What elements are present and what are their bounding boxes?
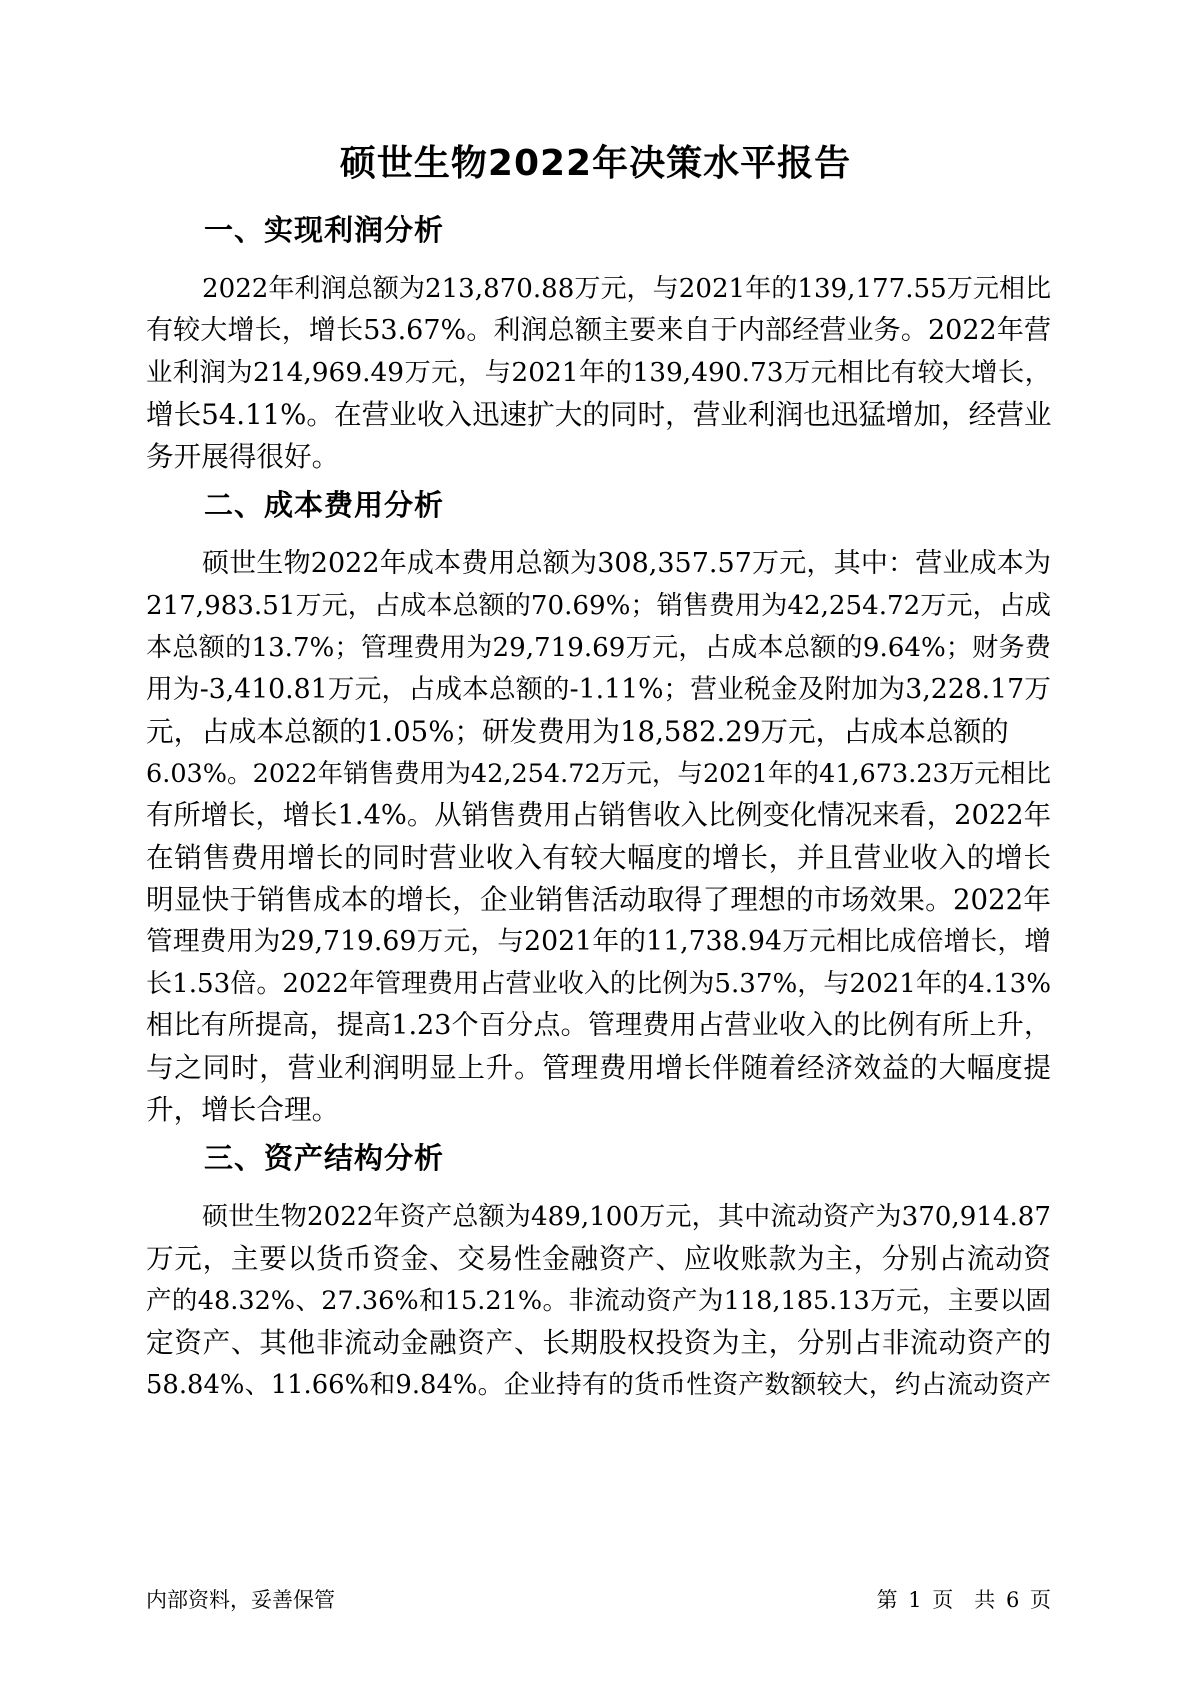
paragraph-line: 与之同时，营业利润明显上升。管理费用增长伴随着经济效益的大幅度提	[146, 1051, 1051, 1084]
paragraph-line: 管理费用为29,719.69万元，与2021年的11,738.94万元相比成倍增长，增	[146, 926, 1051, 957]
paragraph-line: 在销售费用增长的同时营业收入有较大幅度的增长，并且营业收入的增长	[146, 841, 1051, 874]
section-heading-cost: 二、成本费用分析	[204, 488, 445, 522]
paragraph-line: 6.03%。2022年销售费用为42,254.72万元，与2021年的41,673.23万元相比	[146, 759, 1051, 789]
paragraph-line: 业利润为214,969.49万元，与2021年的139,490.73万元相比有较大增长，	[146, 357, 1051, 388]
paragraph-line: 增长54.11%。在营业收入迅速扩大的同时，营业利润也迅猛增加，经营业	[146, 398, 1052, 431]
paragraph-line: 相比有所提高，提高1.23个百分点。管理费用占营业收入的比例有所上升，	[146, 1010, 1051, 1041]
paragraph-line: 硕世生物2022年资产总额为489,100万元，其中流动资产为370,914.87	[202, 1202, 1051, 1232]
paragraph-line: 元，占成本总额的1.05%；研发费用为18,582.29万元，占成本总额的	[146, 715, 1009, 748]
paragraph-line: 有较大增长，增长53.67%。利润总额主要来自于内部经营业务。2022年营	[146, 315, 1051, 346]
footer-page-number: 第 1 页 共 6 页	[876, 1588, 1051, 1612]
paragraph-line: 217,983.51万元，占成本总额的70.69%；销售费用为42,254.72万元，占成	[146, 591, 1051, 621]
section-paragraph-assets	[146, 1196, 1051, 1406]
section-paragraph-profit	[146, 268, 1051, 478]
paragraph-line: 定资产、其他非流动金融资产、长期股权投资为主，分别占非流动资产的	[146, 1326, 1051, 1359]
paragraph-line: 务开展得很好。	[146, 440, 340, 473]
paragraph-line: 58.84%、11.66%和9.84%。企业持有的货币性资产数额较大，约占流动资产	[146, 1370, 1051, 1400]
paragraph-line: 明显快于销售成本的增长，企业销售活动取得了理想的市场效果。2022年	[146, 883, 1051, 916]
section-heading-profit: 一、实现利润分析	[204, 213, 445, 247]
footer-confidential-note: 内部资料，妥善保管	[146, 1588, 335, 1612]
section-paragraph-cost	[146, 543, 1051, 1131]
paragraph-line: 万元，主要以货币资金、交易性金融资产、应收账款为主，分别占流动资	[146, 1242, 1051, 1275]
paragraph-line: 2022年利润总额为213,870.88万元，与2021年的139,177.55万元相比	[202, 274, 1052, 304]
document-title: 硕世生物2022年决策水平报告	[339, 143, 852, 184]
paragraph-line: 有所增长，增长1.4%。从销售费用占销售收入比例变化情况来看，2022年	[146, 800, 1051, 831]
paragraph-line: 长1.53倍。2022年管理费用占营业收入的比例为5.37%，与2021年的4.13%	[146, 969, 1051, 999]
paragraph-line: 硕世生物2022年成本费用总额为308,357.57万元，其中：营业成本为	[202, 548, 1051, 579]
paragraph-line: 用为-3,410.81万元，占成本总额的-1.11%；营业税金及附加为3,228.17万	[146, 674, 1051, 705]
paragraph-line: 本总额的13.7%；管理费用为29,719.69万元，占成本总额的9.64%；财务费	[146, 633, 1051, 663]
paragraph-line: 升，增长合理。	[146, 1093, 340, 1126]
paragraph-line: 产的48.32%、27.36%和15.21%。非流动资产为118,185.13万元，主要以固	[146, 1286, 1051, 1316]
section-heading-assets: 三、资产结构分析	[204, 1141, 445, 1175]
